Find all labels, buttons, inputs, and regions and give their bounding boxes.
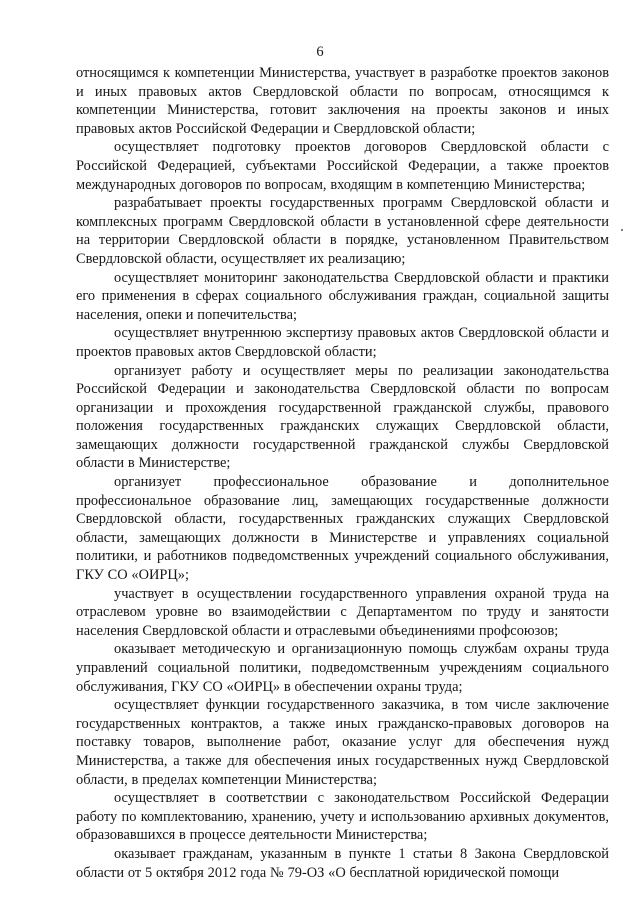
paragraph-legal-aid: оказывает гражданам, указанным в пункте 1 статьи 8 Закона Свердловской области от 5 октября 2012 года № 79-ОЗ «О бесплатной юридической помощи <box>76 845 609 881</box>
paragraph-state-customer: осуществляет функции государственного заказчика, в том числе заключение государственных контрактов, а также иных гражданско-правовых договоров на поставку товаров, выполнение работ, оказание услуг для обеспечения нужд Министерства, а также для обеспечения иных государственных нужд Свердловской области, в пределах компетенции Министерства; <box>76 697 609 788</box>
page-number: 6 <box>316 44 324 60</box>
paragraph-civil-service: организует работу и осуществляет меры по реализации законодательства Российской Федерации и законодательства Свердловской области по вопросам организации и прохождения государственной гражданской службы, правового положения государственных гражданских служащих Свердловской области, замещающих должности государственной гражданской службы Свердловской области в Министерстве; <box>76 362 609 472</box>
paragraph-continuation: относящимся к компетенции Министерства, участвует в разработке проектов законов и иных правовых актов Свердловской области по вопросам, относящимся к компетенции Министерства, готовит заключения на проекты законов и иных правовых актов Российской Федерации и Свердловской области; <box>76 65 609 137</box>
paragraph-legislation-monitoring: осуществляет мониторинг законодательства Свердловской области и практики его применения в сферах социального обслуживания граждан, социальной защиты населения, опеки и попечительства; <box>76 269 609 323</box>
document-body <box>76 64 609 882</box>
paragraph-labor-protection-management: участвует в осуществлении государственного управления охраной труда на отраслевом уровне во взаимодействии с Департаментом по труду и занятости населения Свердловской области и отраслевыми объединениями профсоюзов; <box>76 585 609 639</box>
paragraph-labor-protection-assistance: оказывает методическую и организационную помощь службам охраны труда управлений социальной политики, подведомственным учреждениям социального обслуживания, ГКУ СО «ОИРЦ» в обеспечении охраны труда; <box>76 641 609 695</box>
paragraph-treaty-drafts: осуществляет подготовку проектов договоров Свердловской области с Российской Федерацией, субъектами Российской Федерации, а также проектов международных договоров по вопросам, входящим в компетенцию Министерства; <box>76 139 609 193</box>
paragraph-legal-expertise: осуществляет внутреннюю экспертизу правовых актов Свердловской области и проектов правовых актов Свердловской области; <box>76 325 609 360</box>
paragraph-professional-education: организует профессиональное образование и дополнительное профессиональное образование лиц, замещающих государственные должности Свердловской области, государственных гражданских служащих Свердловской области, замещающих должности в Министерстве и управлениях социальной политики, и работников подведомственных учреждений социального обслуживания, ГКУ СО «ОИРЦ»; <box>76 474 609 584</box>
paragraph-archives: осуществляет в соответствии с законодательством Российской Федерации работу по комплектованию, хранению, учету и использованию архивных документов, образовавшихся в процессе деятельности Министерства; <box>76 790 609 844</box>
paragraph-state-programs: разрабатывает проекты государственных программ Свердловской области и комплексных программ Свердловской области в установленной сфере деятельности на территории Свердловской области в порядке, установленном Правительством Свердловской области, осуществляет их реализацию; <box>76 195 609 267</box>
scan-speck <box>621 229 623 231</box>
